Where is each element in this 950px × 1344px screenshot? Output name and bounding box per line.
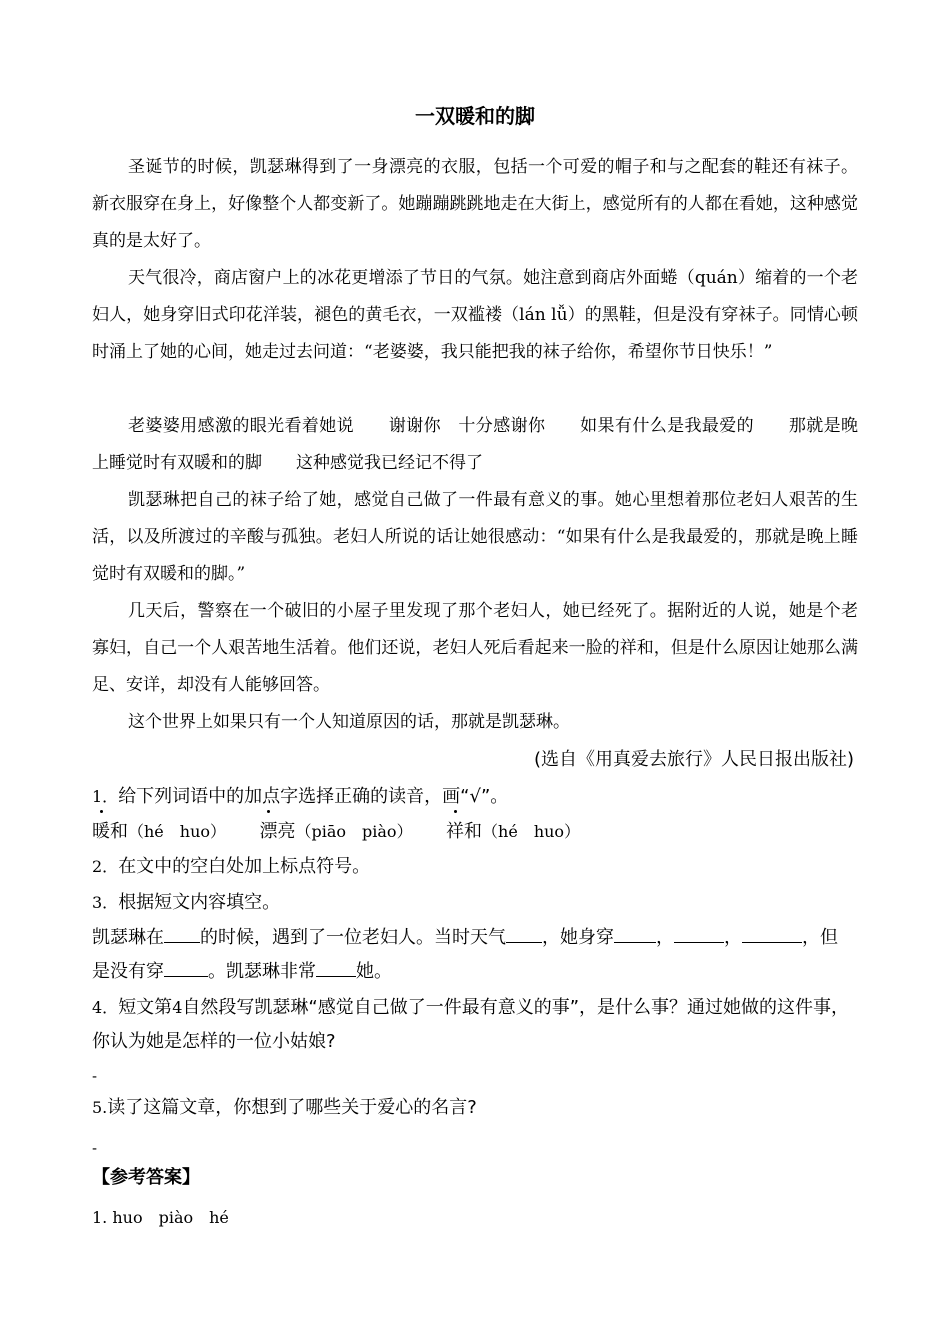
paragraph-2: 天气很冷，商店窗户上的冰花更增添了节日的气氛。她注意到商店外面蜷（quán）缩着的一个老妇人，她身穿旧式印花洋装，褪色的黄毛衣，一双褴褛（lán lǚ）的黑鞋，但是没有穿袜子。同情心顿时涌上了她的心间，她走过去问道：“老婆婆，我只能把我的袜子给你，希望你节日快乐！” — [92, 268, 858, 362]
question-1-words — [92, 815, 862, 849]
dotted-char: 祥 — [446, 815, 464, 849]
question-5 — [92, 1091, 862, 1125]
question-2-text: 在文中的空白处加上标点符号。 — [118, 856, 371, 877]
question-3-fill: 凯瑟琳在 的时候，遇到了一位老妇人。当时天气 ，她身穿 ， ， ，但 — [92, 927, 838, 948]
question-3-number: 3． — [92, 893, 119, 912]
question-1 — [92, 780, 862, 814]
paragraph-1: 圣诞节的时候，凯瑟琳得到了一身漂亮的衣服，包括一个可爱的帽子和与之配套的鞋还有袜子。新衣服穿在身上，好像整个人都变新了。她蹦蹦跳跳地走在大街上，感觉所有的人都在看她，这种感觉真的是太好了。 — [92, 157, 858, 251]
question-1-number: 1． — [92, 787, 119, 806]
dotted-char: 暖 — [92, 815, 110, 849]
question-4-number: 4． — [92, 998, 119, 1017]
word-1-options[interactable]: （hé huo） — [128, 822, 227, 841]
question-3 — [92, 886, 862, 920]
answer-line-5[interactable]: - — [92, 1141, 98, 1157]
paragraph-number: 4 — [172, 998, 183, 1017]
word-1: 暖和 — [92, 821, 128, 842]
dotted-char: 漂 — [260, 815, 278, 849]
fill-blank-clothes-1[interactable] — [614, 926, 656, 943]
article-source: (选自《用真爱去旅行》人民日报出版社) — [533, 749, 854, 770]
fill-blank-clothes-2[interactable] — [674, 926, 724, 943]
answers-heading: 【参考答案】 — [92, 1167, 200, 1188]
paragraph-5: 几天后，警察在一个破旧的小屋子里发现了那个老妇人，她已经死了。据附近的人说，她是个老寡妇，自己一个人艰苦地生活着。他们还说，老妇人死后看起来一脸的祥和，但是什么原因让她那么满足、安详，却没有人能够回答。 — [92, 601, 858, 695]
question-2-number: 2． — [92, 857, 119, 876]
question-5-text: 读了这篇文章，你想到了哪些关于爱心的名言? — [107, 1097, 477, 1118]
question-5-number: 5. — [92, 1098, 108, 1117]
word-3-options[interactable]: （hé huo） — [482, 822, 581, 841]
question-2 — [92, 850, 862, 884]
fill-blank-feeling[interactable] — [316, 960, 356, 977]
word-3: 祥和 — [446, 821, 482, 842]
word-2: 漂亮 — [260, 821, 296, 842]
word-2-options[interactable]: （piāo piào） — [295, 822, 413, 841]
question-3-fill-line-2: 是没有穿 。凯瑟琳非常 她。 — [92, 961, 392, 982]
paragraph-6: 这个世界上如果只有一个人知道原因的话，那就是凯瑟琳。 — [128, 712, 570, 732]
article-title: 一双暖和的脚 — [415, 104, 535, 128]
fill-blank-socks[interactable] — [164, 960, 208, 977]
question-1-text: 给下列词语中的加点字选择正确的读音，画“√”。 — [118, 786, 509, 807]
fill-blank-clothes-3[interactable] — [742, 926, 802, 943]
answer-1: 1. huo piào hé — [92, 1208, 229, 1227]
question-4: 4．短文第4自然段写凯瑟琳“感觉自己做了一件最有意义的事”，是什么事？通过她做的这件事，你认为她是怎样的一位小姑娘? — [92, 997, 850, 1052]
question-3-text: 根据短文内容填空。 — [118, 892, 281, 913]
paragraph-4: 凯瑟琳把自己的袜子给了她，感觉自己做了一件最有意义的事。她心里想着那位老妇人艰苦的生活，以及所渡过的辛酸与孤独。老妇人所说的话让她很感动：“如果有什么是我最爱的，那就是晚上睡觉时有双暖和的脚。” — [92, 490, 858, 584]
paragraph-3: 老婆婆用感激的眼光看着她说 谢谢你 十分感谢你 如果有什么是我最爱的 那就是晚上睡觉时有双暖和的脚 这种感觉我已经记不得了 — [92, 416, 858, 473]
answer-line-4[interactable]: - — [92, 1069, 98, 1085]
fill-blank-weather[interactable] — [506, 926, 542, 943]
fill-blank-holiday[interactable] — [164, 926, 200, 943]
